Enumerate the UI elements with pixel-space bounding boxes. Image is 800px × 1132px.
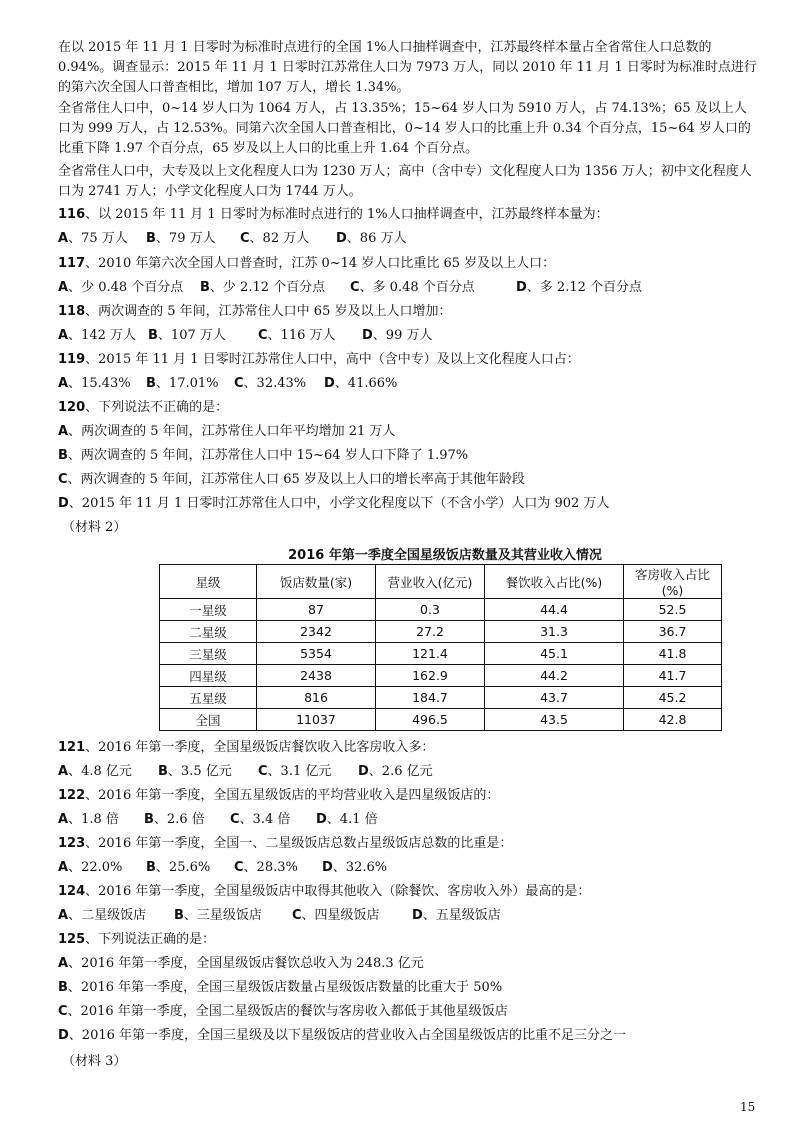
option-c: C、3.1 亿元 [258, 764, 332, 779]
table-cell: 162.9 [376, 665, 485, 687]
question-text: 、下列说法不正确的是： [85, 400, 229, 415]
material-3-label: （材料 3） [62, 1054, 127, 1069]
intro-paragraph-3: 全省常住人口中，大专及以上文化程度人口为 1230 万人；高中（含中专）文化程度人口为 1356 万人；初中文化程度人口为 2741 万人；小学文化程度人口为 1744 万人。 [58, 164, 752, 199]
question-120 [58, 398, 228, 418]
question-123 [58, 834, 512, 854]
question-text: 、2016 年第一季度，全国星级饭店餐饮收入比客房收入多： [85, 740, 435, 755]
question-number: 125 [58, 932, 86, 947]
options-118 [58, 326, 432, 346]
option-b: B、三星级饭店 [174, 908, 262, 923]
table-cell: 五星级 [160, 687, 257, 709]
table-header-row [160, 565, 722, 599]
table-cell: 11037 [257, 709, 376, 731]
question-116 [58, 205, 609, 225]
option-a: A、二星级饭店 [58, 908, 147, 923]
option-b: B、2.6 倍 [144, 812, 205, 827]
option-a: A、4.8 亿元 [58, 764, 132, 779]
question-number: 116 [58, 207, 86, 222]
table-cell: 44.2 [485, 665, 624, 687]
option-a: A、142 万人 [58, 328, 137, 343]
option-a: A、75 万人 [58, 231, 128, 246]
option-b: B、3.5 亿元 [158, 764, 232, 779]
option-d: D、41.66% [324, 376, 398, 391]
material-2-label: （材料 2） [62, 520, 127, 535]
option-d: D、2.6 亿元 [358, 764, 433, 779]
table-cell: 45.1 [485, 643, 624, 665]
question-number: 124 [58, 884, 86, 899]
question-125 [58, 930, 215, 950]
table-cell: 2342 [257, 621, 376, 643]
option-b: B、25.6% [146, 860, 211, 875]
question-text: 、2015 年 11 月 1 日零时江苏常住人口中，高中（含中专）及以上文化程度人口占： [85, 352, 580, 367]
options-121 [58, 762, 433, 782]
option-125-d: D、2016 年第一季度，全国三星级及以下星级饭店的营业收入占全国星级饭店的比重不足三分之一 [58, 1028, 627, 1043]
table-cell: 52.5 [624, 599, 722, 621]
question-number: 120 [58, 400, 86, 415]
option-125-c: C、2016 年第一季度，全国二星级饭店的餐饮与客房收入都低于其他星级饭店 [58, 1004, 508, 1019]
table-cell: 41.7 [624, 665, 722, 687]
table-cell: 816 [257, 687, 376, 709]
option-c: C、3.4 倍 [230, 812, 291, 827]
table-cell: 36.7 [624, 621, 722, 643]
table-header: 餐饮收入占比(%) [485, 565, 624, 599]
table-cell: 184.7 [376, 687, 485, 709]
option-a: A、少 0.48 个百分点 [58, 280, 184, 295]
option-c: C、28.3% [234, 860, 298, 875]
table-cell: 二星级 [160, 621, 257, 643]
question-number: 117 [58, 256, 86, 271]
option-c: C、多 0.48 个百分点 [350, 280, 475, 295]
option-b: B、17.01% [146, 376, 219, 391]
option-b: B、107 万人 [148, 328, 226, 343]
question-118 [58, 302, 451, 322]
table-header: 营业收入(亿元) [376, 565, 485, 599]
question-119 [58, 350, 580, 370]
option-b: B、79 万人 [146, 231, 216, 246]
table-cell: 44.4 [485, 599, 624, 621]
table-cell: 41.8 [624, 643, 722, 665]
table-row [160, 687, 722, 709]
option-d: D、86 万人 [336, 231, 407, 246]
option-d: D、多 2.12 个百分点 [516, 280, 643, 295]
table-header: 客房收入占比(%) [624, 565, 722, 599]
table-row [160, 643, 722, 665]
question-number: 122 [58, 788, 86, 803]
table-row [160, 621, 722, 643]
table-cell: 0.3 [376, 599, 485, 621]
question-124 [58, 882, 590, 902]
table-cell: 43.7 [485, 687, 624, 709]
question-text: 、2016 年第一季度，全国星级饭店中取得其他收入（除餐饮、客房收入外）最高的是： [85, 884, 591, 899]
option-c: C、四星级饭店 [292, 908, 380, 923]
table-cell: 三星级 [160, 643, 257, 665]
option-120-a: A、两次调查的 5 年间，江苏常住人口年平均增加 21 万人 [58, 424, 396, 439]
option-d: D、4.1 倍 [316, 812, 378, 827]
table-cell: 496.5 [376, 709, 485, 731]
options-122 [58, 810, 378, 830]
intro-paragraph-1: 在以 2015 年 11 月 1 日零时为标准时点进行的全国 1%人口抽样调查中，江苏最终样本量占全省常住人口总数的 0.94%。调查显示：2015 年 11 月 1 日零时江苏常住人口为 7973 万人，同以 2010 年 11 月 1 日零时为标准时点进行的第六次全国人口普查相比，增加 107 万人，增长 1.34%。 [58, 40, 757, 95]
hotel-table [159, 564, 722, 731]
option-a: A、22.0% [58, 860, 123, 875]
option-d: D、五星级饭店 [412, 908, 501, 923]
option-d: D、99 万人 [362, 328, 433, 343]
table-cell: 5354 [257, 643, 376, 665]
table-cell: 45.2 [624, 687, 722, 709]
page-number: 15 [740, 1100, 756, 1114]
question-number: 121 [58, 740, 86, 755]
question-text: 、2016 年第一季度，全国五星级饭店的平均营业收入是四星级饭店的： [85, 788, 500, 803]
options-117 [58, 278, 642, 298]
table-cell: 全国 [160, 709, 257, 731]
question-number: 123 [58, 836, 86, 851]
table-cell: 27.2 [376, 621, 485, 643]
option-c: C、32.43% [234, 376, 307, 391]
option-120-d: D、2015 年 11 月 1 日零时江苏常住人口中，小学文化程度以下（不含小学）人口为 902 万人 [58, 496, 610, 511]
table-header: 饭店数量(家) [257, 565, 376, 599]
question-number: 119 [58, 352, 86, 367]
option-d: D、32.6% [322, 860, 388, 875]
table-row [160, 599, 722, 621]
table-row [160, 709, 722, 731]
question-text: 、以 2015 年 11 月 1 日零时为标准时点进行的 1%人口抽样调查中，江苏最终样本量为： [85, 207, 609, 222]
table-cell: 31.3 [485, 621, 624, 643]
option-c: C、116 万人 [258, 328, 336, 343]
option-120-b: B、两次调查的 5 年间，江苏常住人口中 15~64 岁人口下降了 1.97% [58, 448, 469, 463]
table-cell: 42.8 [624, 709, 722, 731]
options-119 [58, 374, 397, 394]
table-header: 星级 [160, 565, 257, 599]
options-123 [58, 858, 387, 878]
question-117 [58, 254, 555, 274]
table-row [160, 665, 722, 687]
question-121 [58, 738, 434, 758]
intro-paragraph-2: 全省常住人口中，0~14 岁人口为 1064 万人，占 13.35%；15~64 岁人口为 5910 万人，占 74.13%；65 及以上人口为 999 万人，占 12.53%。同第六次全国人口普查相比，0~14 岁人口的比重上升 0.34 个百分点，15~64 岁人口的比重下降 1.97 个百分点，65 岁及以上人口的比重上升 1.64 个百分点。 [58, 101, 751, 156]
option-125-b: B、2016 年第一季度，全国三星级饭店数量占星级饭店数量的比重大于 50% [58, 980, 503, 995]
options-116 [58, 229, 406, 249]
table-title: 2016 年第一季度全国星级饭店数量及其营业收入情况 [288, 548, 602, 563]
question-122 [58, 786, 499, 806]
option-120-c: C、两次调查的 5 年间，江苏常住人口 65 岁及以上人口的增长率高于其他年龄段 [58, 472, 525, 487]
option-125-a: A、2016 年第一季度，全国星级饭店餐饮总收入为 248.3 亿元 [58, 956, 424, 971]
option-a: A、15.43% [58, 376, 131, 391]
question-text: 、2010 年第六次全国人口普查时，江苏 0~14 岁人口比重比 65 岁及以上人口： [85, 256, 556, 271]
question-number: 118 [58, 304, 86, 319]
question-text: 、下列说法正确的是： [85, 932, 216, 947]
table-cell: 一星级 [160, 599, 257, 621]
question-text: 、2016 年第一季度，全国一、二星级饭店总数占星级饭店总数的比重是： [85, 836, 513, 851]
option-b: B、少 2.12 个百分点 [200, 280, 326, 295]
option-c: C、82 万人 [240, 231, 310, 246]
table-cell: 43.5 [485, 709, 624, 731]
question-text: 、两次调查的 5 年间，江苏常住人口中 65 岁及以上人口增加： [85, 304, 452, 319]
table-cell: 2438 [257, 665, 376, 687]
option-a: A、1.8 倍 [58, 812, 119, 827]
table-cell: 87 [257, 599, 376, 621]
table-cell: 四星级 [160, 665, 257, 687]
options-124 [58, 906, 501, 926]
table-cell: 121.4 [376, 643, 485, 665]
